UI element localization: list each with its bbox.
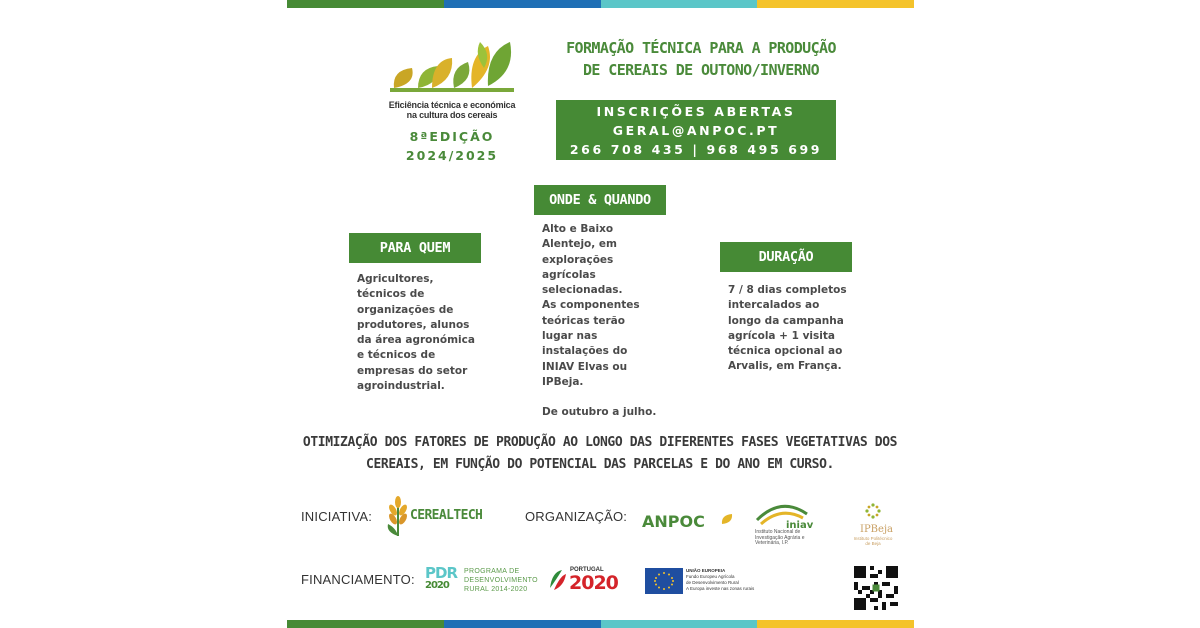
registration-status: INSCRIÇÕES ABERTAS	[596, 104, 796, 119]
registration-box	[556, 100, 836, 160]
organizacao-label: ORGANIZAÇÃO:	[525, 509, 628, 524]
eu-flag-icon	[645, 568, 683, 594]
tagline: OTIMIZAÇÃO DOS FATORES DE PRODUÇÃO AO LONGO DAS DIFERENTES FASES VEGETATIVAS DOS CEREAIS, EM FUNÇÃO DO POTENCIAL DAS PARCELAS E DO ANO EM CURSO.	[302, 435, 898, 472]
iniav-logo: iniav	[786, 520, 814, 531]
portugal2020-number: 2020	[569, 572, 618, 594]
qr-code-icon[interactable]	[854, 566, 898, 610]
iniciativa-label: INICIATIVA:	[301, 509, 373, 524]
financiamento-label: FINANCIAMENTO:	[301, 572, 415, 587]
pdr-logo: PDR 2020	[425, 564, 457, 591]
para-quem-heading: PARA QUEM	[349, 233, 481, 263]
onde-quando-dates: De outubro a julho.	[542, 406, 657, 419]
iniav-subtitle: Instituto Nacional de Investigação Agrária e Veterinária, I.P.	[755, 529, 805, 546]
anpoc-leaf-icon	[720, 512, 734, 526]
bottom-color-bar	[287, 620, 914, 628]
onde-quando-text: Alto e Baixo Alentejo, em explorações agrícolas selecionadas. As componentes teóricas terão lugar nas instalações do INIAV Elvas ou IPBeja. De outubro a julho.	[542, 222, 672, 421]
cerealtech-logo: CEREALTECH	[410, 508, 483, 523]
portugal2020-emblem-icon	[548, 568, 568, 592]
course-title: FORMAÇÃO TÉCNICA PARA A PRODUÇÃO DE CEREAIS DE OUTONO/INVERNO	[566, 39, 836, 79]
sprout-logo-icon	[388, 38, 518, 98]
ipbeja-logo: IPBeja	[860, 524, 894, 535]
eu-text: UNIÃO EUROPEIA Fundo Europeu Agrícola de Desenvolvimento Rural A Europa investe nas zonas rurais	[686, 568, 755, 591]
logo-caption: Eficiência técnica e económica na cultura dos cereais	[388, 100, 516, 120]
registration-email[interactable]: GERAL@ANPOC.PT	[612, 123, 780, 138]
ipbeja-dots-icon	[864, 502, 882, 520]
pdr-text: PROGRAMA DE DESENVOLVIMENTO RURAL 2014-2020	[464, 568, 538, 593]
registration-phones[interactable]: 266 708 435 | 968 495 699	[569, 142, 823, 157]
duracao-text: 7 / 8 dias completos intercalados ao longo da campanha agrícola + 1 visita técnica opcional ao Arvalis, em França.	[728, 284, 847, 373]
ipbeja-subtitle: Instituto Politécnico de Beja	[853, 536, 893, 546]
portugal-text: PORTUGAL	[570, 567, 604, 573]
onde-quando-heading: ONDE & QUANDO	[534, 185, 666, 215]
duracao-heading: DURAÇÃO	[720, 242, 852, 272]
edition: 8ªEDIÇÃO 2024/2025	[405, 129, 499, 163]
wheat-icon	[384, 496, 412, 538]
para-quem-text: Agricultores, técnicos de organizações de produtores, alunos da área agronómica e técnicos de empresas do setor agroindustrial.	[357, 273, 475, 393]
anpoc-logo: ANPOC	[642, 512, 705, 531]
top-color-bar	[287, 0, 914, 8]
